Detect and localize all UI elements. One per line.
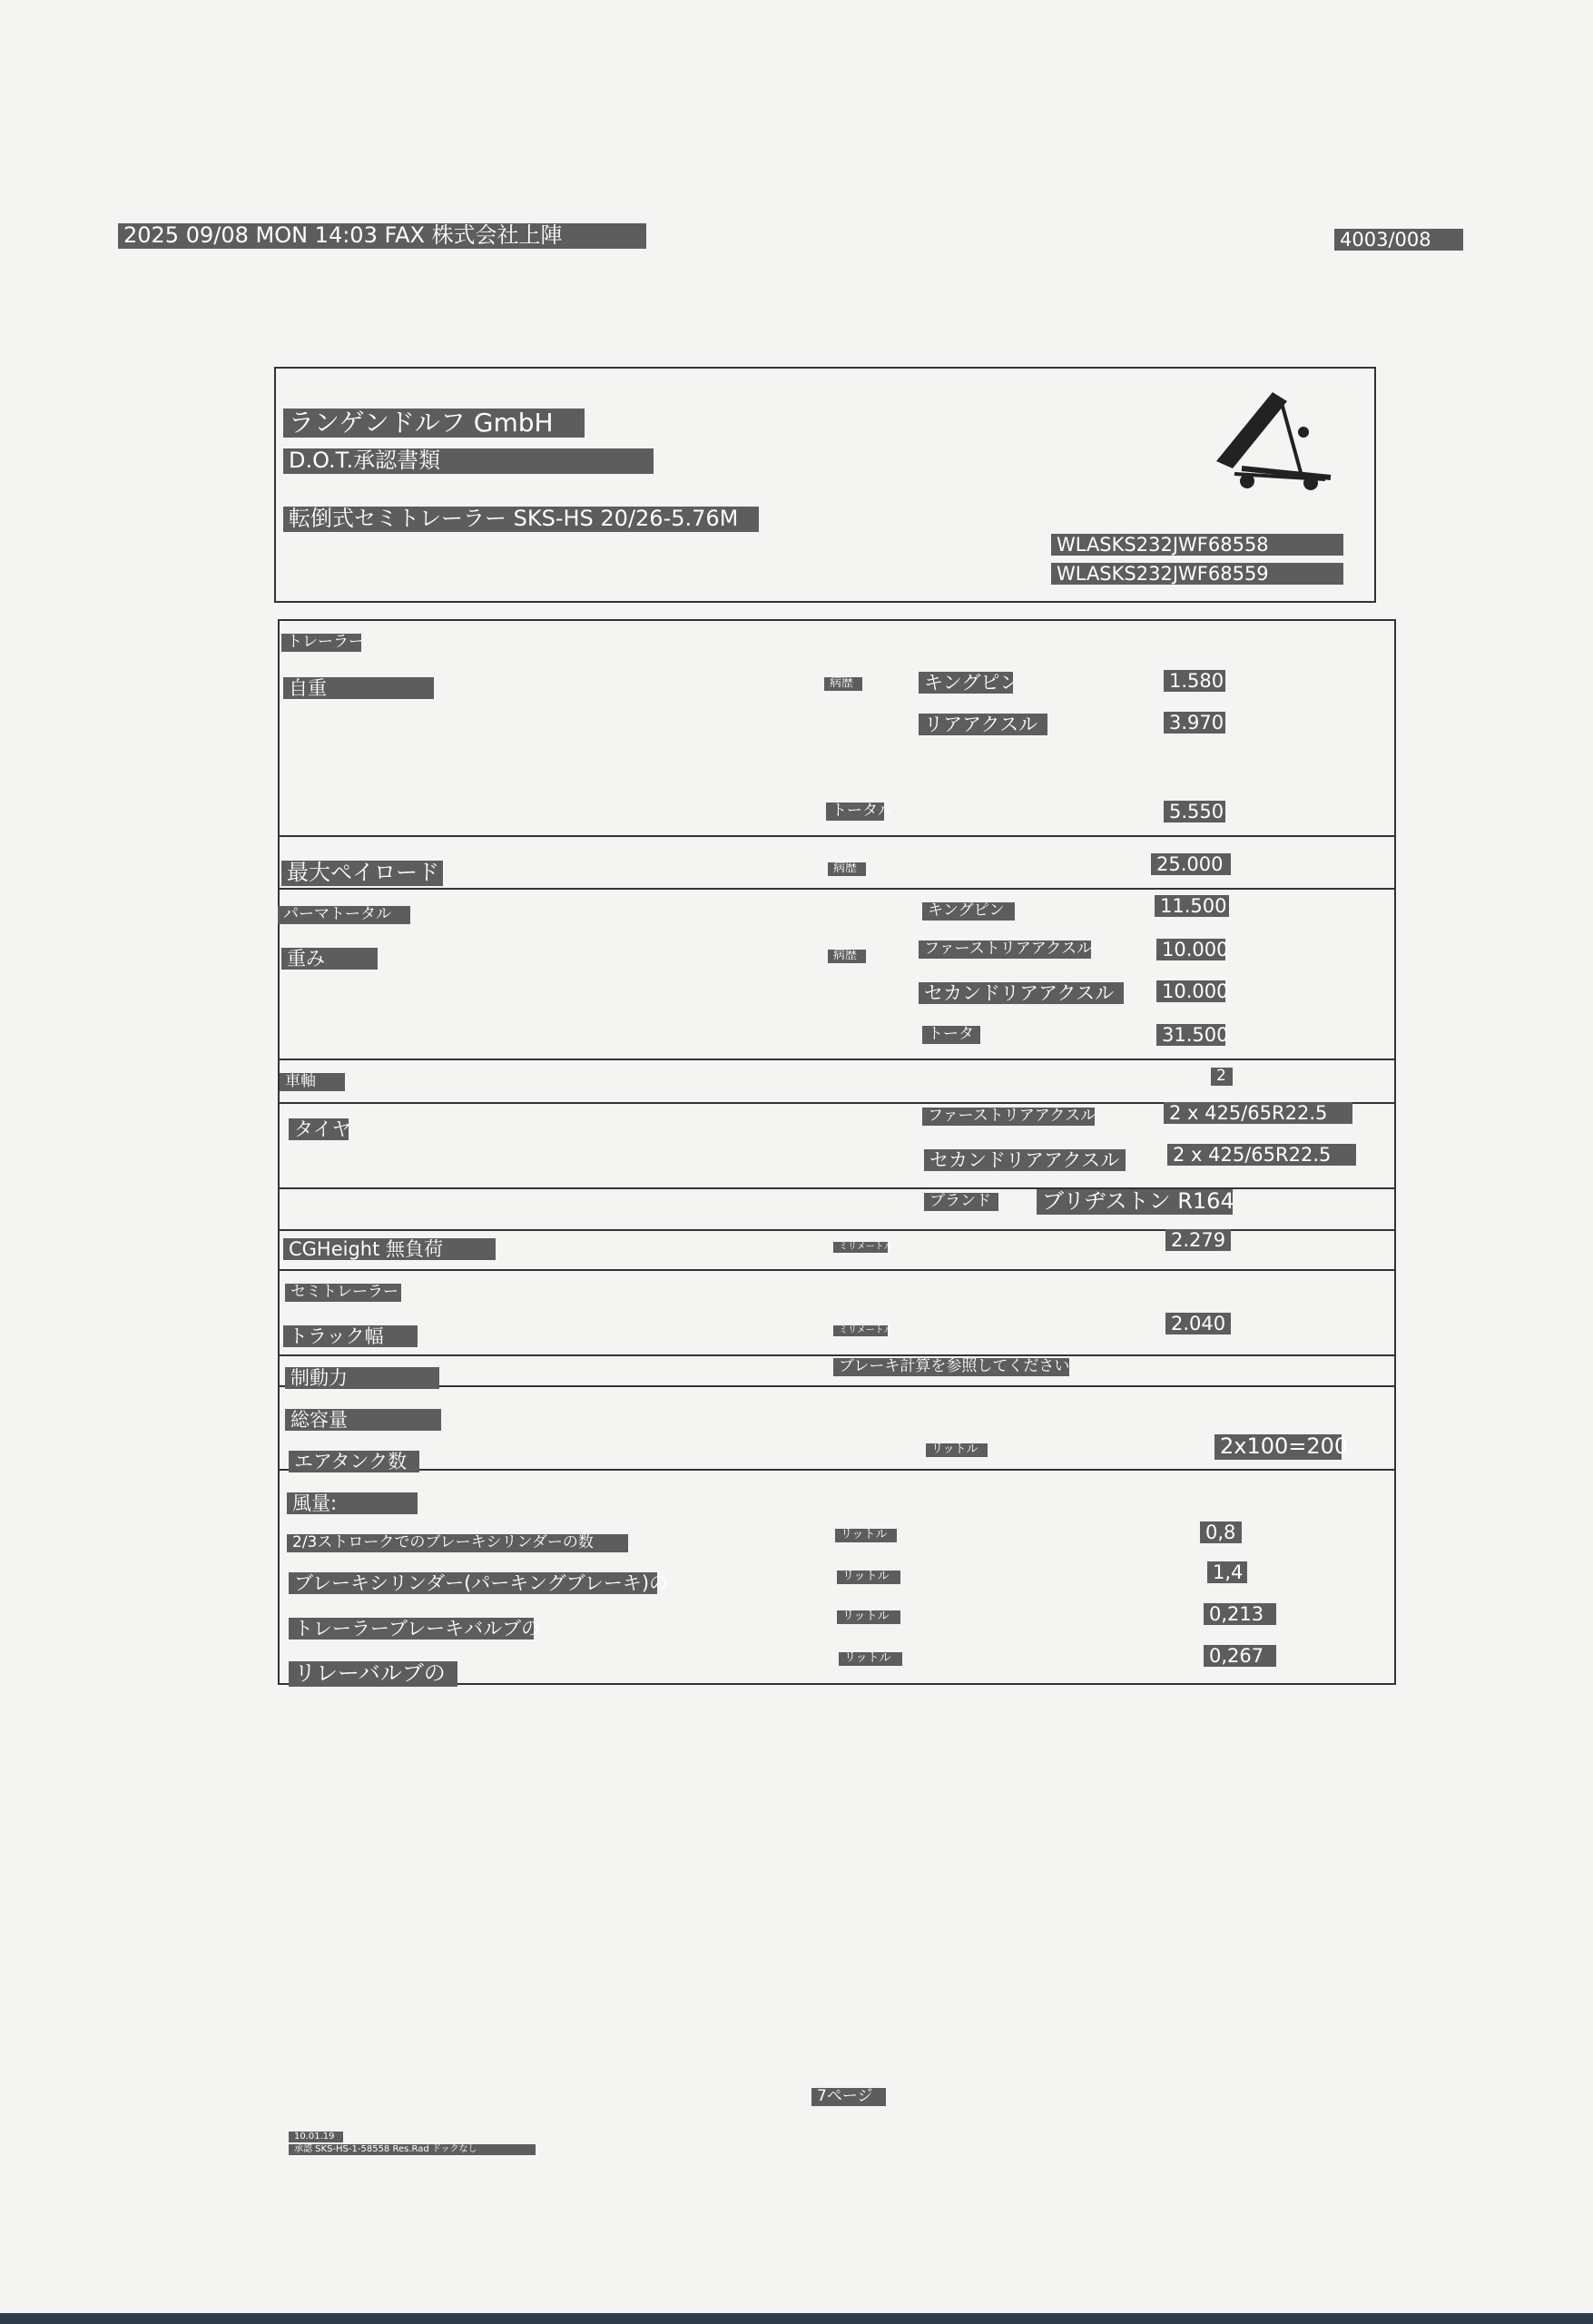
kingpin-weight: 1.580 <box>1164 670 1225 692</box>
brake-cylinder-stroke-label: 2/3ストロークでのブレーキシリンダーの数 <box>287 1534 628 1552</box>
tipper-trailer-icon <box>1207 385 1334 494</box>
track-width-unit: ミリメートル <box>833 1325 888 1336</box>
tires-second-axle-value: 2 x 425/65R22.5 <box>1167 1144 1356 1166</box>
permitted-total-value: 31.500 <box>1156 1024 1225 1046</box>
row-divider <box>278 1059 1396 1060</box>
row-divider <box>278 835 1396 837</box>
fax-header-page-counter: 4003/008 <box>1334 229 1463 251</box>
track-width-label: トラック幅 <box>283 1325 418 1347</box>
max-payload-unit: 病歴 <box>828 862 866 876</box>
kingpin-label: キングピン <box>919 672 1013 694</box>
permitted-total-label: パーマトータル <box>278 906 410 924</box>
own-weight-total: 5.550 <box>1164 801 1225 822</box>
air-tank-count-label: エアタンク数 <box>289 1451 419 1472</box>
permitted-weight-unit: 病歴 <box>828 950 866 963</box>
row-divider <box>278 888 1396 890</box>
parking-brake-cylinder-value: 1,4 <box>1207 1561 1247 1583</box>
permitted-first-axle-label: ファーストリアアクスル <box>919 940 1091 959</box>
rear-axle-weight: 3.970 <box>1164 712 1225 734</box>
relay-valve-unit: リットル <box>839 1652 902 1666</box>
company-name: ランゲンドルフ GmbH <box>283 409 585 438</box>
own-weight-unit: 病歴 <box>824 677 862 691</box>
permitted-second-axle-label: セカンドリアアクスル <box>919 982 1124 1004</box>
tires-first-axle-value: 2 x 425/65R22.5 <box>1164 1102 1352 1124</box>
own-weight-total-label: トータル <box>826 803 884 821</box>
scan-edge <box>0 2313 1593 2324</box>
vin-number-2: WLASKS232JWF68559 <box>1051 563 1343 585</box>
fax-header-left: 2025 09/08 MON 14:03 FAX 株式会社上陣 <box>118 223 646 249</box>
footer-reference: 承認 SKS-HS-1-58558 Res.Rad ドックなし <box>289 2144 536 2155</box>
row-divider <box>278 1269 1396 1271</box>
brake-cylinder-stroke-value: 0,8 <box>1200 1521 1242 1543</box>
total-capacity-label: 総容量 <box>285 1409 441 1431</box>
tire-brand-value: ブリヂストン R164 <box>1037 1189 1233 1215</box>
footer-date: 10.01.19 <box>289 2132 343 2142</box>
product-name: 転倒式セミトレーラー SKS-HS 20/26-5.76M <box>283 507 759 532</box>
rear-axle-label: リアアクスル <box>919 714 1047 735</box>
permitted-weight-label: 重み <box>281 948 378 970</box>
brake-cylinder-stroke-unit: リットル <box>835 1529 897 1542</box>
permitted-kingpin-value: 11.500 <box>1155 895 1229 917</box>
relay-valve-value: 0,267 <box>1204 1645 1276 1667</box>
vin-number-1: WLASKS232JWF68558 <box>1051 534 1343 556</box>
cg-height-label: CGHeight 無負荷 <box>283 1238 496 1260</box>
trailer-brake-valve-unit: リットル <box>837 1610 900 1624</box>
row-divider <box>278 1354 1396 1356</box>
permitted-kingpin-label: キングピン <box>922 902 1015 921</box>
air-tank-value: 2x100=200 <box>1214 1434 1342 1460</box>
track-width-value: 2.040 <box>1165 1313 1231 1334</box>
row-divider <box>278 1385 1396 1387</box>
trailer-brake-valve-value: 0,213 <box>1204 1603 1276 1625</box>
braking-force-label: 制動力 <box>285 1367 439 1389</box>
relay-valve-label: リレーバルブの <box>289 1661 457 1687</box>
tires-label: タイヤ <box>289 1118 349 1140</box>
tires-second-axle-label: セカンドリアアクスル <box>924 1149 1126 1171</box>
max-payload-value: 25.000 <box>1151 853 1231 875</box>
axle-count: 2 <box>1211 1068 1233 1086</box>
row-divider <box>278 1469 1396 1471</box>
air-volume-label: 風量: <box>287 1492 418 1514</box>
air-tank-unit: リットル <box>926 1443 988 1457</box>
page-number: 7ページ <box>811 2088 886 2106</box>
tire-brand-label: ブランド <box>924 1193 998 1211</box>
permitted-total-row-label: トータ <box>922 1026 980 1044</box>
max-payload-label: 最大ペイロード <box>281 861 443 886</box>
own-weight-label: 自重 <box>283 677 434 699</box>
semi-trailer-label: セミトレーラー <box>285 1284 401 1302</box>
parking-brake-cylinder-label: ブレーキシリンダー(パーキングブレーキ)の <box>289 1572 657 1594</box>
braking-force-note: ブレーキ計算を参照してください <box>833 1358 1069 1376</box>
axle-label: 車軸 <box>280 1073 345 1091</box>
parking-brake-cylinder-unit: リットル <box>837 1571 900 1584</box>
cg-height-unit: ミリメートル <box>833 1242 888 1253</box>
permitted-first-axle-value: 10.000 <box>1156 939 1225 960</box>
trailer-section-label: トレーラー <box>281 634 361 652</box>
trailer-brake-valve-label: トレーラーブレーキバルブの <box>289 1618 534 1640</box>
permitted-second-axle-value: 10.000 <box>1156 980 1225 1002</box>
cg-height-value: 2.279 <box>1165 1229 1231 1251</box>
document-type: D.O.T.承認書類 <box>283 448 654 474</box>
tires-first-axle-label: ファーストリアアクスル <box>922 1108 1095 1126</box>
